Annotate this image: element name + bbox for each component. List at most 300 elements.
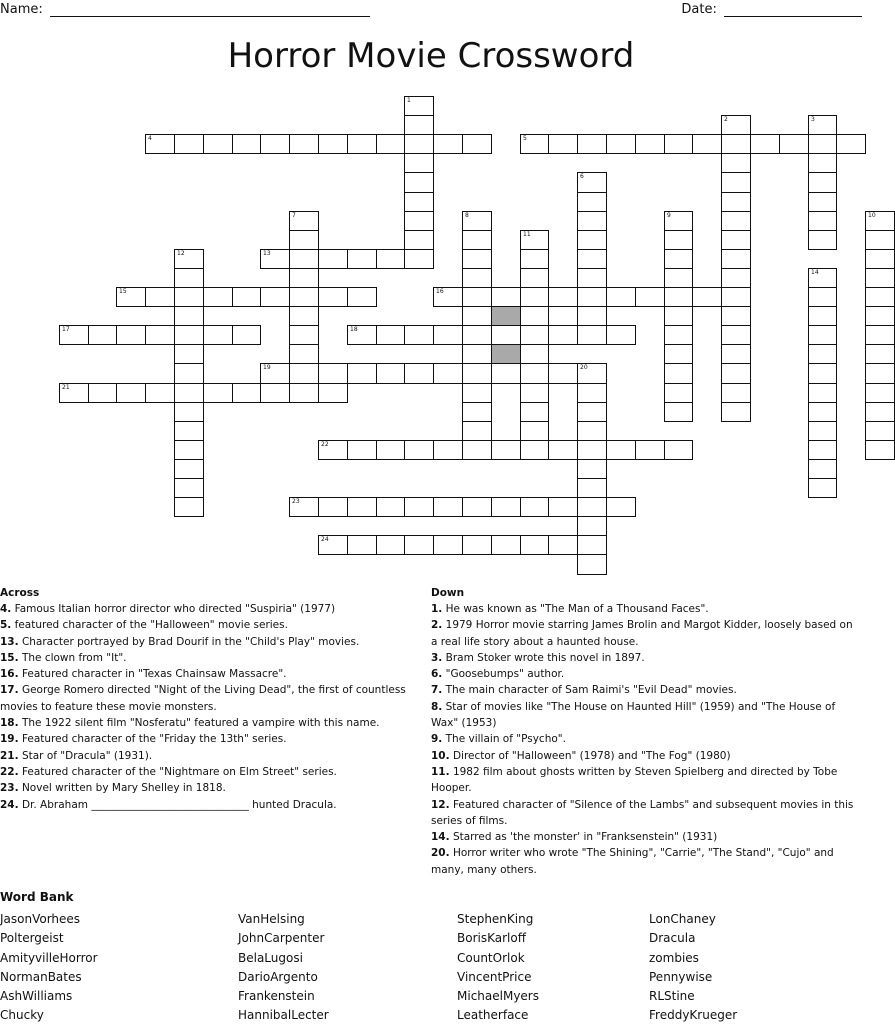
- grid-cell[interactable]: [59, 325, 89, 345]
- grid-cell[interactable]: [347, 363, 377, 384]
- grid-cell[interactable]: [520, 287, 549, 307]
- name-label: Name:: [0, 2, 43, 17]
- word-bank-column: [649, 910, 737, 1026]
- grid-cell[interactable]: [174, 440, 204, 460]
- grid-cell[interactable]: [808, 211, 837, 231]
- down-heading: Down: [431, 587, 465, 599]
- grid-cell[interactable]: [174, 459, 204, 479]
- grid-cell[interactable]: [376, 363, 405, 384]
- grid-cell[interactable]: [462, 535, 492, 555]
- grid-cell[interactable]: [462, 497, 492, 517]
- grid-cell[interactable]: [491, 440, 521, 460]
- grid-cell[interactable]: [692, 134, 722, 154]
- grid-cell[interactable]: [664, 344, 693, 364]
- clue-number-label: 16.: [0, 668, 19, 681]
- grid-cell[interactable]: [376, 535, 405, 555]
- date-field[interactable]: [681, 2, 862, 17]
- clue-item: [431, 748, 859, 764]
- grid-cell[interactable]: [232, 134, 261, 154]
- grid-cell[interactable]: [404, 96, 434, 116]
- grid-cell[interactable]: [404, 115, 434, 135]
- across-clues: [0, 585, 415, 813]
- grid-cell[interactable]: [404, 134, 434, 154]
- grid-cell[interactable]: [865, 344, 895, 364]
- grid-cell[interactable]: [865, 306, 895, 326]
- grid-cell[interactable]: [548, 535, 578, 555]
- grid-cell[interactable]: [232, 287, 261, 307]
- clue-number-label: 4.: [0, 603, 12, 615]
- grid-cell[interactable]: [116, 383, 146, 403]
- grid-cell[interactable]: [548, 287, 578, 307]
- grid-cell[interactable]: [491, 535, 521, 555]
- grid-cell[interactable]: [664, 440, 693, 460]
- clue-item: [0, 764, 415, 780]
- clue-item: [431, 845, 859, 878]
- grid-cell[interactable]: [462, 383, 492, 403]
- grid-cell[interactable]: [289, 211, 319, 231]
- clue-number: 18: [350, 326, 358, 333]
- grid-cell[interactable]: [174, 134, 204, 154]
- grid-cell[interactable]: [462, 363, 492, 384]
- grid-cell[interactable]: [721, 383, 751, 403]
- grid-cell[interactable]: [606, 497, 636, 517]
- grid-cell[interactable]: [520, 383, 549, 403]
- grid-cell[interactable]: [577, 268, 607, 288]
- grid-cell[interactable]: [577, 134, 607, 154]
- grid-cell[interactable]: [260, 287, 290, 307]
- grid-cell[interactable]: [174, 363, 204, 384]
- grid-cell[interactable]: [635, 440, 665, 460]
- grid-cell[interactable]: [404, 153, 434, 173]
- grid-cell[interactable]: [462, 134, 492, 154]
- grid-cell[interactable]: [203, 134, 233, 154]
- word-bank-item: AmityvilleHorror: [0, 950, 98, 965]
- grid-cell[interactable]: [808, 287, 837, 307]
- grid-cell[interactable]: [289, 249, 319, 269]
- grid-cell[interactable]: [347, 440, 377, 460]
- grid-cell[interactable]: [347, 497, 377, 517]
- word-bank-column: [238, 910, 329, 1026]
- grid-cell[interactable]: [462, 287, 492, 307]
- grid-cell[interactable]: [577, 383, 607, 403]
- grid-cell[interactable]: [289, 268, 319, 288]
- clue-text: Famous Italian horror director who directed "Suspiria" (1977): [11, 603, 336, 615]
- grid-cell[interactable]: [462, 402, 492, 422]
- grid-cell[interactable]: [376, 249, 405, 269]
- word-bank-item: VincentPrice: [457, 969, 532, 984]
- grid-cell[interactable]: [721, 325, 751, 345]
- grid-cell[interactable]: [88, 383, 117, 403]
- grid-cell[interactable]: [577, 402, 607, 422]
- grid-cell[interactable]: [174, 325, 204, 345]
- grid-cell[interactable]: [404, 497, 434, 517]
- grid-cell[interactable]: [462, 249, 492, 269]
- clue-item: [431, 829, 859, 845]
- clue-text: 1979 Horror movie starring James Brolin and Margot Kidder, loosely based on a real life story about a haunted house.: [431, 619, 853, 648]
- clue-text: Star of "Dracula" (1931).: [18, 749, 153, 762]
- grid-cell[interactable]: [865, 268, 895, 288]
- grid-cell[interactable]: [404, 230, 434, 250]
- grid-cell[interactable]: [664, 325, 693, 345]
- clue-number: 1: [407, 97, 411, 104]
- grid-cell[interactable]: [347, 249, 377, 269]
- grid-cell[interactable]: [433, 497, 463, 517]
- clue-number: 14: [811, 269, 819, 276]
- grid-cell[interactable]: [376, 134, 405, 154]
- grid-cell[interactable]: [260, 363, 290, 384]
- clue-number-label: 20.: [431, 847, 450, 860]
- word-bank-item: Frankenstein: [238, 989, 315, 1004]
- grid-cell[interactable]: [433, 287, 463, 307]
- clue-item: [431, 699, 859, 732]
- grid-cell[interactable]: [59, 383, 89, 403]
- word-bank-item: Leatherface: [457, 1008, 529, 1023]
- grid-cell[interactable]: [433, 363, 463, 384]
- grid-cell[interactable]: [145, 287, 175, 307]
- grid-cell[interactable]: [347, 287, 377, 307]
- grid-cell[interactable]: [577, 459, 607, 479]
- grid-cell[interactable]: [376, 497, 405, 517]
- grid-cell[interactable]: [145, 383, 175, 403]
- word-bank-heading: Word Bank: [0, 890, 74, 904]
- grid-cell[interactable]: [491, 325, 521, 345]
- grid-cell[interactable]: [865, 440, 895, 460]
- grid-cell[interactable]: [664, 287, 693, 307]
- grid-cell[interactable]: [347, 535, 377, 555]
- grid-cell[interactable]: [520, 440, 549, 460]
- grid-cell[interactable]: [808, 478, 837, 498]
- clue-number: 20: [580, 364, 588, 371]
- grid-cell[interactable]: [808, 344, 837, 364]
- grid-cell[interactable]: [520, 134, 549, 154]
- grid-cell[interactable]: [721, 402, 751, 422]
- grid-cell[interactable]: [433, 440, 463, 460]
- clue-text: Dr. Abraham ______________________________ hunted Dracula.: [18, 798, 337, 811]
- page-title: Horror Movie Crossword: [227, 36, 635, 76]
- grid-cell[interactable]: [289, 383, 319, 403]
- clue-number-label: 7.: [431, 684, 443, 697]
- grid-cell[interactable]: [664, 383, 693, 403]
- grid-cell[interactable]: [260, 383, 290, 403]
- grid-cell[interactable]: [664, 211, 693, 231]
- grid-cell[interactable]: [721, 153, 751, 173]
- grid-cell[interactable]: [462, 325, 492, 345]
- grid-cell[interactable]: [808, 115, 837, 135]
- grid-cell[interactable]: [462, 344, 492, 364]
- grid-cell[interactable]: [808, 306, 837, 326]
- grid-cell[interactable]: [808, 383, 837, 403]
- clue-item: [0, 601, 415, 617]
- grid-cell[interactable]: [865, 383, 895, 403]
- grid-cell[interactable]: [318, 535, 348, 555]
- grid-cell[interactable]: [721, 172, 751, 193]
- grid-cell[interactable]: [318, 383, 348, 403]
- grid-cell[interactable]: [548, 440, 578, 460]
- clue-number: 7: [292, 212, 296, 219]
- grid-cell[interactable]: [577, 325, 607, 345]
- grid-cell[interactable]: [808, 402, 837, 422]
- grid-cell[interactable]: [577, 421, 607, 441]
- grid-cell[interactable]: [577, 516, 607, 536]
- grid-cell[interactable]: [779, 134, 809, 154]
- grid-cell[interactable]: [404, 440, 434, 460]
- grid-cell[interactable]: [808, 134, 837, 154]
- clue-text: The 1922 silent film "Nosferatu" featured a vampire with this name.: [18, 717, 380, 730]
- grid-cell[interactable]: [462, 268, 492, 288]
- word-bank-item: Dracula: [649, 931, 696, 946]
- grid-cell[interactable]: [203, 383, 233, 403]
- grid-cell[interactable]: [520, 421, 549, 441]
- clue-item: [0, 731, 415, 747]
- grid-cell[interactable]: [404, 211, 434, 231]
- grid-cell[interactable]: [836, 134, 866, 154]
- grid-cell[interactable]: [174, 306, 204, 326]
- grid-cell[interactable]: [520, 249, 549, 269]
- grid-cell[interactable]: [318, 363, 348, 384]
- grid-cell[interactable]: [145, 134, 175, 154]
- grid-cell[interactable]: [664, 402, 693, 422]
- clue-number-label: 15.: [0, 651, 19, 664]
- grid-cell[interactable]: [318, 249, 348, 269]
- grid-cell[interactable]: [808, 153, 837, 173]
- grid-cell[interactable]: [721, 344, 751, 364]
- grid-cell[interactable]: [520, 344, 549, 364]
- grid-cell[interactable]: [606, 134, 636, 154]
- word-bank-item: Pennywise: [649, 969, 713, 984]
- clue-number-label: 13.: [0, 635, 19, 648]
- grid-cell[interactable]: [404, 249, 434, 269]
- grid-cell[interactable]: [606, 325, 636, 345]
- grid-cell[interactable]: [635, 134, 665, 154]
- grid-cell[interactable]: [577, 535, 607, 555]
- grid-cell[interactable]: [865, 211, 895, 231]
- clue-number-label: 11.: [431, 765, 450, 778]
- grid-cell[interactable]: [865, 363, 895, 384]
- grid-cell[interactable]: [750, 134, 780, 154]
- grid-cell[interactable]: [865, 230, 895, 250]
- grid-cell[interactable]: [289, 230, 319, 250]
- grid-cell[interactable]: [491, 363, 521, 384]
- grid-cell[interactable]: [145, 325, 175, 345]
- clue-number-label: 6.: [431, 668, 443, 681]
- grid-cell[interactable]: [433, 535, 463, 555]
- grid-cell[interactable]: [404, 192, 434, 212]
- grid-cell[interactable]: [808, 440, 837, 460]
- grid-cell[interactable]: [577, 249, 607, 269]
- clue-number-label: 1.: [431, 603, 443, 615]
- grid-cell[interactable]: [289, 134, 319, 154]
- grid-cell[interactable]: [577, 230, 607, 250]
- grid-cell[interactable]: [520, 535, 549, 555]
- clue-text: 1982 film about ghosts written by Steven Spielberg and directed by Tobe Hooper.: [431, 765, 838, 795]
- grid-cell[interactable]: [520, 497, 549, 517]
- grid-cell[interactable]: [692, 287, 722, 307]
- grid-cell[interactable]: [520, 230, 549, 250]
- grid-cell[interactable]: [664, 363, 693, 384]
- grid-cell[interactable]: [520, 268, 549, 288]
- grid-cell[interactable]: [577, 554, 607, 575]
- grid-cell[interactable]: [404, 172, 434, 193]
- grid-cell[interactable]: [318, 134, 348, 154]
- grid-cell[interactable]: [577, 211, 607, 231]
- grid-cell[interactable]: [664, 268, 693, 288]
- grid-cell[interactable]: [520, 325, 549, 345]
- grid-cell[interactable]: [721, 268, 751, 288]
- grid-cell[interactable]: [116, 287, 146, 307]
- grid-cell[interactable]: [260, 249, 290, 269]
- grid-cell[interactable]: [318, 497, 348, 517]
- grid-cell[interactable]: [232, 325, 261, 345]
- clue-number: 4: [148, 135, 152, 142]
- grid-cell[interactable]: [664, 230, 693, 250]
- grid-cell[interactable]: [491, 287, 521, 307]
- grid-cell[interactable]: [808, 325, 837, 345]
- grid-cell[interactable]: [174, 421, 204, 441]
- grid-cell[interactable]: [318, 287, 348, 307]
- clue-item: [0, 617, 415, 633]
- grid-cell[interactable]: [664, 134, 693, 154]
- grid-cell[interactable]: [577, 363, 607, 384]
- grid-cell[interactable]: [721, 134, 751, 154]
- clue-number-label: 2.: [431, 619, 443, 632]
- grid-cell[interactable]: [174, 497, 204, 517]
- clue-number: 22: [321, 441, 329, 448]
- grid-cell[interactable]: [462, 440, 492, 460]
- grid-cell[interactable]: [462, 306, 492, 326]
- grid-cell[interactable]: [88, 325, 117, 345]
- grid-cell[interactable]: [577, 306, 607, 326]
- clue-number: 19: [263, 364, 271, 371]
- grid-cell[interactable]: [721, 249, 751, 269]
- grid-cell[interactable]: [318, 440, 348, 460]
- grid-cell[interactable]: [865, 249, 895, 269]
- grid-cell[interactable]: [462, 211, 492, 231]
- grid-cell[interactable]: [548, 497, 578, 517]
- grid-cell[interactable]: [376, 325, 405, 345]
- date-line: [724, 4, 862, 17]
- grid-cell[interactable]: [174, 249, 204, 269]
- clue-number-label: 21.: [0, 749, 19, 762]
- grid-cell[interactable]: [462, 421, 492, 441]
- grid-cell[interactable]: [289, 306, 319, 326]
- grid-cell[interactable]: [289, 363, 319, 384]
- word-bank-item: DarioArgento: [238, 969, 318, 984]
- grid-cell[interactable]: [404, 363, 434, 384]
- grid-cell[interactable]: [721, 230, 751, 250]
- word-bank-item: MichaelMyers: [457, 989, 539, 1004]
- clue-item: [0, 650, 415, 666]
- grid-cell[interactable]: [721, 306, 751, 326]
- grid-cell[interactable]: [404, 535, 434, 555]
- grid-cell[interactable]: [260, 134, 290, 154]
- grid-cell[interactable]: [577, 478, 607, 498]
- grid-cell[interactable]: [289, 344, 319, 364]
- grid-cell[interactable]: [548, 134, 578, 154]
- grid-cell[interactable]: [174, 287, 204, 307]
- name-field[interactable]: [0, 2, 370, 17]
- word-bank-item: BorisKarloff: [457, 931, 526, 946]
- grid-cell[interactable]: [577, 287, 607, 307]
- grid-cell[interactable]: [721, 192, 751, 212]
- grid-cell[interactable]: [664, 306, 693, 326]
- grid-cell[interactable]: [808, 459, 837, 479]
- grid-cell[interactable]: [433, 134, 463, 154]
- grid-cell[interactable]: [174, 478, 204, 498]
- grid-cell[interactable]: [808, 172, 837, 193]
- grid-cell[interactable]: [865, 325, 895, 345]
- grid-cell[interactable]: [606, 440, 636, 460]
- grid-cell[interactable]: [664, 249, 693, 269]
- clue-text: Featured character of the "Nightmare on Elm Street" series.: [18, 765, 337, 778]
- grid-cell[interactable]: [462, 230, 492, 250]
- grid-cell[interactable]: [203, 287, 233, 307]
- grid-cell[interactable]: [808, 363, 837, 384]
- grid-cell[interactable]: [174, 344, 204, 364]
- clue-number-label: 12.: [431, 798, 450, 811]
- grid-cell[interactable]: [520, 363, 549, 384]
- grid-cell[interactable]: [808, 268, 837, 288]
- grid-cell[interactable]: [174, 268, 204, 288]
- grid-cell[interactable]: [721, 211, 751, 231]
- grid-cell[interactable]: [520, 402, 549, 422]
- grid-cell[interactable]: [376, 440, 405, 460]
- grid-cell[interactable]: [520, 306, 549, 326]
- grid-cell[interactable]: [808, 421, 837, 441]
- grid-cell[interactable]: [289, 287, 319, 307]
- clue-number: 10: [868, 212, 876, 219]
- grid-cell[interactable]: [577, 440, 607, 460]
- grid-cell[interactable]: [491, 497, 521, 517]
- grid-cell[interactable]: [577, 172, 607, 193]
- grid-cell[interactable]: [174, 402, 204, 422]
- grid-cell[interactable]: [865, 287, 895, 307]
- grid-cell[interactable]: [808, 192, 837, 212]
- grid-cell[interactable]: [289, 497, 319, 517]
- clue-number: 21: [62, 384, 70, 391]
- grid-cell[interactable]: [433, 325, 463, 345]
- grid-cell[interactable]: [347, 325, 377, 345]
- clue-number: 2: [724, 116, 728, 123]
- grid-cell[interactable]: [606, 287, 636, 307]
- grid-cell[interactable]: [721, 363, 751, 384]
- grid-cell[interactable]: [347, 134, 377, 154]
- grid-cell[interactable]: [548, 363, 578, 384]
- clue-text: He was known as "The Man of a Thousand Faces".: [442, 603, 709, 615]
- down-clues: [431, 585, 859, 878]
- grid-cell[interactable]: [232, 383, 261, 403]
- grid-cell[interactable]: [116, 325, 146, 345]
- grid-cell[interactable]: [577, 192, 607, 212]
- clue-text: The clown from "It".: [18, 651, 127, 664]
- grid-cell[interactable]: [289, 325, 319, 345]
- grid-cell[interactable]: [174, 383, 204, 403]
- grid-cell[interactable]: [865, 402, 895, 422]
- clue-item: [0, 682, 415, 715]
- grid-cell[interactable]: [404, 325, 434, 345]
- clue-number: 24: [321, 536, 329, 543]
- clue-number: 9: [667, 212, 671, 219]
- word-bank-item: Chucky: [0, 1008, 44, 1023]
- grid-cell[interactable]: [721, 287, 751, 307]
- clue-item: [431, 617, 859, 650]
- grid-cell[interactable]: [203, 325, 233, 345]
- grid-cell[interactable]: [721, 115, 751, 135]
- grid-cell[interactable]: [635, 287, 665, 307]
- grid-cell[interactable]: [865, 421, 895, 441]
- grid-cell[interactable]: [808, 230, 837, 250]
- grid-cell[interactable]: [577, 497, 607, 517]
- grid-cell[interactable]: [548, 325, 578, 345]
